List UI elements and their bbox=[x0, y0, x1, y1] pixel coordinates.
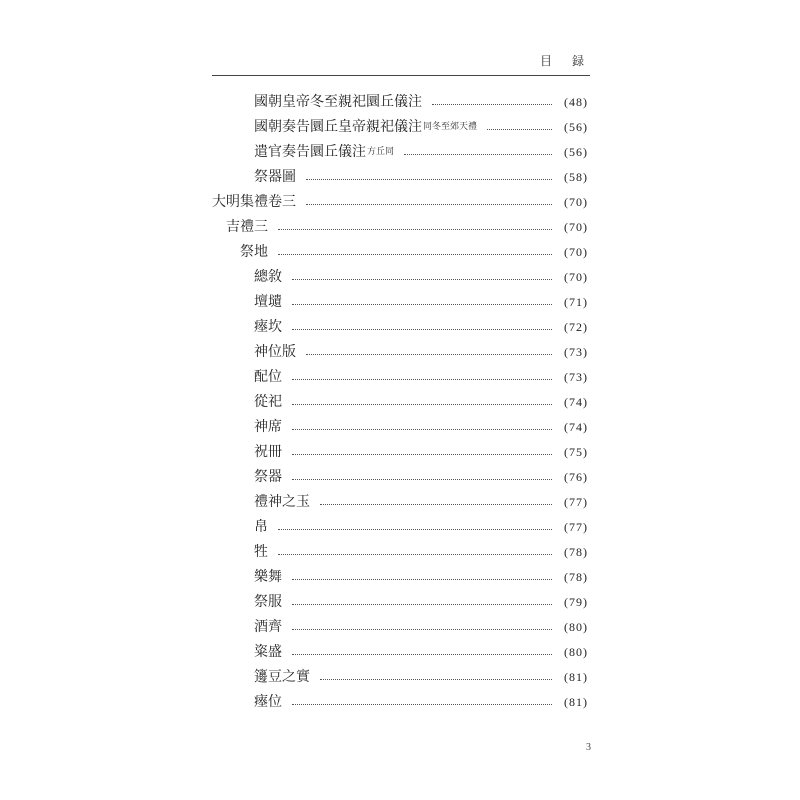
toc-entry-title: 國朝奏告圜丘皇帝親祀儀注 bbox=[254, 119, 422, 135]
toc-entry-title: 瘞位 bbox=[254, 694, 282, 710]
toc-leader-dots bbox=[292, 429, 552, 430]
toc-leader-dots bbox=[432, 104, 552, 105]
toc-entry-page: (74) bbox=[564, 420, 588, 434]
toc-entry-page: (80) bbox=[564, 620, 588, 634]
toc-entry bbox=[0, 316, 800, 338]
toc-entry-page: (73) bbox=[564, 345, 588, 359]
toc-entry bbox=[0, 366, 800, 388]
toc-entry-title: 粢盛 bbox=[254, 644, 282, 660]
toc-entry-page: (70) bbox=[564, 270, 588, 284]
page-number: 3 bbox=[586, 742, 591, 753]
toc-entry bbox=[0, 341, 800, 363]
toc-entry bbox=[0, 416, 800, 438]
toc-entry-title: 國朝皇帝冬至親祀圜丘儀注 bbox=[254, 94, 422, 110]
toc-leader-dots bbox=[278, 229, 552, 230]
toc-entry bbox=[0, 191, 800, 213]
toc-entry-title: 大明集禮卷三 bbox=[212, 194, 296, 210]
toc-entry-title: 瘞坎 bbox=[254, 319, 282, 335]
toc-entry-page: (75) bbox=[564, 445, 588, 459]
toc-entry-page: (78) bbox=[564, 570, 588, 584]
toc-entry bbox=[0, 91, 800, 113]
toc-entry bbox=[0, 166, 800, 188]
toc-entry-page: (48) bbox=[564, 95, 588, 109]
toc-entry-title: 神位版 bbox=[254, 344, 296, 360]
toc-leader-dots bbox=[292, 654, 552, 655]
toc-entry-title: 樂舞 bbox=[254, 569, 282, 585]
toc-leader-dots bbox=[292, 379, 552, 380]
toc-leader-dots bbox=[292, 479, 552, 480]
toc-entry bbox=[0, 441, 800, 463]
toc-entry bbox=[0, 691, 800, 713]
toc-leader-dots bbox=[278, 254, 552, 255]
toc-entry-page: (76) bbox=[564, 470, 588, 484]
toc-leader-dots bbox=[292, 304, 552, 305]
toc-entry bbox=[0, 641, 800, 663]
header-rule bbox=[212, 75, 590, 76]
toc-leader-dots bbox=[292, 279, 552, 280]
toc-entry-page: (79) bbox=[564, 595, 588, 609]
toc-entry bbox=[0, 266, 800, 288]
toc-entry bbox=[0, 566, 800, 588]
toc-entry-title: 祭地 bbox=[240, 244, 268, 260]
toc-leader-dots bbox=[278, 529, 552, 530]
toc-entry-page: (78) bbox=[564, 545, 588, 559]
toc-entry bbox=[0, 391, 800, 413]
toc-entry bbox=[0, 241, 800, 263]
toc-entry-title: 牲 bbox=[254, 544, 268, 560]
toc-entry bbox=[0, 591, 800, 613]
toc-leader-dots bbox=[320, 679, 552, 680]
toc-leader-dots bbox=[292, 629, 552, 630]
toc-entry-page: (77) bbox=[564, 495, 588, 509]
running-header-title: 目 録 bbox=[539, 54, 588, 68]
toc-entry bbox=[0, 216, 800, 238]
toc-entry-page: (58) bbox=[564, 170, 588, 184]
toc-leader-dots bbox=[306, 354, 552, 355]
toc-entry-title: 祝冊 bbox=[254, 444, 282, 460]
toc-leader-dots bbox=[292, 404, 552, 405]
toc-entry bbox=[0, 616, 800, 638]
toc-leader-dots bbox=[292, 579, 552, 580]
toc-leader-dots bbox=[487, 129, 552, 130]
toc-entry-page: (70) bbox=[564, 195, 588, 209]
toc-leader-dots bbox=[292, 454, 552, 455]
toc-entry-title: 從祀 bbox=[254, 394, 282, 410]
toc-entry bbox=[0, 141, 800, 163]
toc-entry bbox=[0, 541, 800, 563]
toc-entry-title: 神席 bbox=[254, 419, 282, 435]
toc-entry-title: 禮神之玉 bbox=[254, 494, 310, 510]
toc-entry bbox=[0, 516, 800, 538]
toc-entry-title: 祭服 bbox=[254, 594, 282, 610]
toc-entry-page: (73) bbox=[564, 370, 588, 384]
toc-leader-dots bbox=[292, 704, 552, 705]
toc-entry bbox=[0, 291, 800, 313]
toc-entry-title: 遣官奏告圜丘儀注 bbox=[254, 144, 366, 160]
toc-entry-page: (81) bbox=[564, 695, 588, 709]
toc-entry-title: 籩豆之實 bbox=[254, 669, 310, 685]
toc-entry-title: 帛 bbox=[254, 519, 268, 535]
toc-entry-page: (77) bbox=[564, 520, 588, 534]
toc-entry-title: 總敘 bbox=[254, 269, 282, 285]
toc-entry-page: (70) bbox=[564, 220, 588, 234]
toc-entry-page: (72) bbox=[564, 320, 588, 334]
toc-entry-page: (56) bbox=[564, 145, 588, 159]
toc-leader-dots bbox=[292, 604, 552, 605]
toc-leader-dots bbox=[292, 329, 552, 330]
toc-leader-dots bbox=[404, 154, 552, 155]
toc-entry-page: (74) bbox=[564, 395, 588, 409]
toc-leader-dots bbox=[306, 179, 552, 180]
toc-entry-page: (70) bbox=[564, 245, 588, 259]
toc-entry-title: 配位 bbox=[254, 369, 282, 385]
toc-entry bbox=[0, 491, 800, 513]
toc-leader-dots bbox=[306, 204, 552, 205]
toc-entry-title: 酒齊 bbox=[254, 619, 282, 635]
toc-leader-dots bbox=[278, 554, 552, 555]
toc-entry-page: (80) bbox=[564, 645, 588, 659]
toc-entry-title: 壇壝 bbox=[254, 294, 282, 310]
toc-entry bbox=[0, 466, 800, 488]
toc-entry-title: 祭器 bbox=[254, 469, 282, 485]
toc-entry-title: 祭器圖 bbox=[254, 169, 296, 185]
toc-entry-note: 同冬至郊天禮 bbox=[423, 122, 478, 132]
toc-entry-page: (56) bbox=[564, 120, 588, 134]
toc-entry bbox=[0, 116, 800, 138]
toc-entry-note: 方丘同 bbox=[367, 147, 395, 157]
toc-entry-page: (81) bbox=[564, 670, 588, 684]
toc-entry-page: (71) bbox=[564, 295, 588, 309]
toc-entry bbox=[0, 666, 800, 688]
toc-entry-title: 吉禮三 bbox=[226, 219, 268, 235]
toc-leader-dots bbox=[320, 504, 552, 505]
